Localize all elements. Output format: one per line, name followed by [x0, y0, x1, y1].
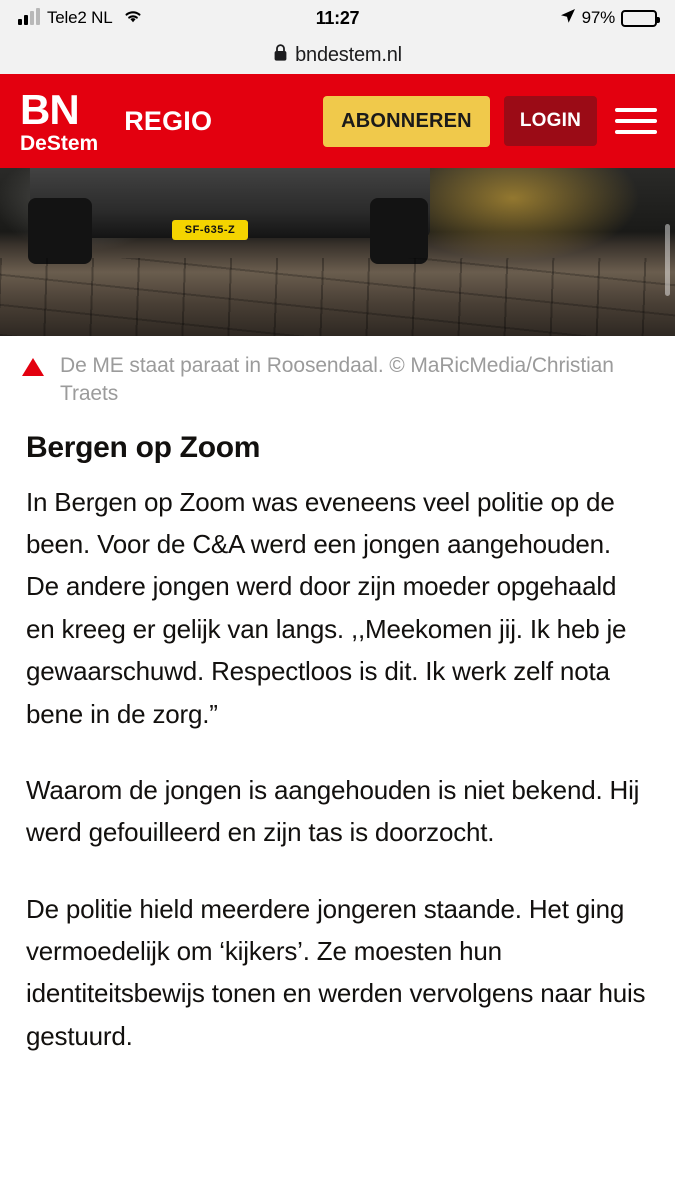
car-wheel-left	[28, 198, 92, 264]
site-header	[0, 74, 675, 168]
subscribe-button[interactable]: ABONNEREN	[323, 96, 490, 147]
nav-item-regio[interactable]: REGIO	[124, 105, 213, 136]
status-bar-clock: 11:27	[315, 7, 360, 28]
battery-icon	[621, 10, 657, 27]
site-logo[interactable]	[20, 85, 99, 155]
header-actions	[323, 96, 657, 147]
browser-url-bar[interactable]	[0, 36, 675, 74]
url-text: bndestem.nl	[295, 43, 402, 66]
page-scrollbar[interactable]	[665, 224, 670, 296]
article-paragraph: De politie hield meerdere jongeren staande. Het ging vermoedelijk om ‘kijkers’. Ze moesten hun identiteitsbewijs tonen en werden vervolgens naar huis gestuurd.	[26, 893, 646, 1051]
location-arrow-icon	[560, 8, 576, 29]
logo-bn-text: BN	[20, 85, 79, 133]
pavement-texture	[0, 258, 675, 336]
article-subheading: Bergen op Zoom	[26, 430, 261, 464]
triangle-icon	[22, 358, 44, 376]
login-button[interactable]: LOGIN	[504, 96, 597, 146]
hero-photo	[0, 168, 675, 336]
battery-percent-label: 97%	[581, 8, 615, 27]
lock-icon	[273, 43, 288, 67]
article-hero-image	[0, 168, 675, 336]
image-caption	[0, 336, 675, 419]
article-paragraph: In Bergen op Zoom was eveneens veel politie op de been. Voor de C&A werd een jongen aangehouden. De andere jongen werd door zijn moeder opgehaald en kreeg er gelijk van langs. ,,Meekomen jij. Ik heb je gewaarschuwd. Respectloos is dit. Ik werk zelf nota bene in de zorg.”	[26, 486, 627, 729]
carrier-label: Tele2 NL	[47, 8, 113, 27]
article-paragraph: Waarom de jongen is aangehouden is niet bekend. Hij werd gefouilleerd en zijn tas is doorzocht.	[26, 774, 640, 848]
status-bar-right	[560, 8, 657, 29]
car-wheel-right	[370, 198, 428, 264]
caption-text: De ME staat paraat in Roosendaal. © MaRicMedia/Christian Traets	[60, 354, 614, 406]
ios-status-bar	[0, 0, 675, 36]
logo-destem-text: DeStem	[20, 131, 99, 155]
article-body	[0, 419, 675, 1058]
hamburger-menu-icon[interactable]	[615, 104, 657, 138]
license-plate: SF-635-Z	[172, 220, 248, 240]
